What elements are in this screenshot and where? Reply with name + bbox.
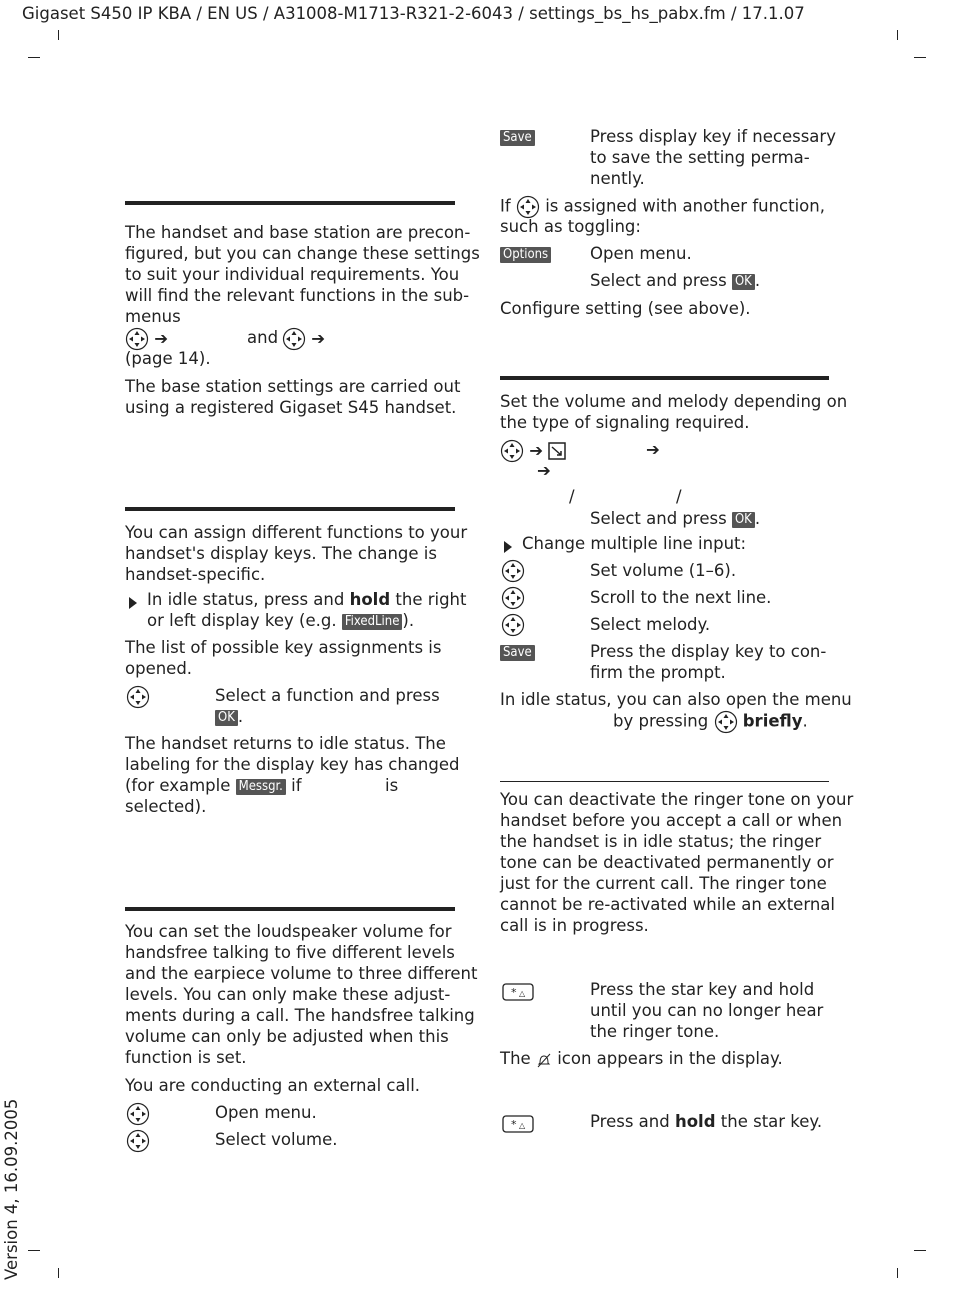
crop-mark [914,57,926,58]
intro-line: menus [125,307,181,326]
star-key-icon [502,981,534,1001]
body-line: You can assign different functions to your [125,523,468,542]
step-text: Select melody. [590,615,711,634]
body-line: If is assigned with another function, [500,195,825,219]
step-text: until you can no longer hear [590,1001,824,1020]
body-line: the handset is in idle status; the ringer [500,832,822,851]
step-text: Select volume. [215,1130,338,1149]
arrow-right-icon: ➔ [154,328,169,348]
crop-mark [58,1268,59,1278]
body-line: handset's display keys. The change is [125,544,437,563]
separator-slash: / [676,487,682,506]
section-rule [125,201,455,205]
control-key-icon [126,1129,150,1153]
display-key-save: Save [500,645,535,661]
step-text: nently. [590,169,645,188]
body-line: is [385,776,399,795]
display-key-ok: OK [732,274,755,290]
version-label: Version 4, 16.09.2005 [2,1098,21,1280]
ringer-off-icon [536,1052,552,1068]
crop-mark [28,1250,40,1251]
display-key-options: Options [500,247,551,263]
body-line: using a registered Gigaset S45 handset. [125,398,457,417]
step-text: Open menu. [215,1103,317,1122]
section-rule [125,907,455,911]
body-line: Set the volume and melody depending on [500,392,848,411]
body-line: You can set the loudspeaker volume for [125,922,452,941]
step-text: Press the star key and hold [590,980,815,999]
menu-path-and: and [247,328,279,347]
section-rule [125,507,455,511]
document-header: Gigaset S450 IP KBA / EN US / A31008-M1713-R321-2-6043 / settings_bs_hs_pabx.fm / 17.1.07 [22,4,805,23]
star-key-icon [502,1113,534,1133]
step-text: Press the display key to con- [590,642,827,661]
control-key-icon [501,586,525,610]
step-key [500,641,535,662]
arrow-right-icon: ➔ [311,328,326,348]
crop-mark [914,1250,926,1251]
body-line: opened. [125,659,193,678]
bullet-line: In idle status, press and hold the right [147,590,467,609]
arrow-right-icon: ➔ [646,440,660,459]
step-text: to save the setting perma- [590,148,810,167]
step-text: Open menu. [590,244,692,263]
control-key-icon [126,1102,150,1126]
body-line: function is set. [125,1048,247,1067]
body-line: labeling for the display key has changed [125,755,460,774]
step-key [500,126,535,147]
bullet-line: or left display key (e.g. FixedLine ). [147,611,415,630]
body-line: volume can only be adjusted when this [125,1027,449,1046]
body-line: The list of possible key assignments is [125,638,442,657]
body-line: cannot be re-activated while an external [500,895,835,914]
control-key-icon [500,439,524,463]
bullet-triangle-icon [129,594,137,613]
menu-path [500,439,566,463]
display-key-ok: OK [732,512,755,528]
body-line: The handset returns to idle status. The [125,734,446,753]
body-line: and the earpiece volume to three different [125,964,478,983]
body-line: The base station settings are carried out [125,377,461,396]
body-line: The icon appears in the display. [500,1049,783,1068]
body-line: the type of signaling required. [500,413,750,432]
step-text: Press and hold the star key. [590,1112,823,1131]
step-key [500,243,551,264]
section-rule [500,781,829,782]
body-line: Configure setting (see above). [500,299,751,318]
audio-settings-icon [548,442,566,460]
body-line: handset before you accept a call or when [500,811,843,830]
display-key-save: Save [500,130,535,146]
body-line: selected). [125,797,207,816]
crop-mark [897,30,898,40]
body-line: ments during a call. The handsfree talking [125,1006,475,1025]
section-rule [500,376,829,380]
body-line: You are conducting an external call. [125,1076,421,1095]
step-text: Select and press OK . [590,271,761,290]
body-line: (for example Messgr. if [125,776,302,795]
step-text: Select and press OK . [590,509,761,528]
intro-line: to suit your individual requirements. You [125,265,460,284]
arrow-right-icon: ➔ [529,440,544,460]
body-line: tone can be deactivated permanently or [500,853,834,872]
body-line: by pressing briefly. [613,710,808,734]
body-line: call is in progress. [500,916,649,935]
step-text: the ringer tone. [590,1022,720,1041]
body-line: such as toggling: [500,217,641,236]
bullet-triangle-icon [504,538,512,557]
body-line: You can deactivate the ringer tone on your [500,790,854,809]
page-reference: (page 14). [125,349,211,368]
crop-mark [58,30,59,40]
bullet-line: Change multiple line input: [522,534,747,553]
step-text: Press display key if necessary [590,127,836,146]
body-line: handsfree talking to five different levels [125,943,455,962]
control-key-icon [126,685,150,709]
body-line: handset-specific. [125,565,266,584]
intro-line: The handset and base station are precon- [125,223,471,242]
control-key-icon [282,327,306,351]
display-key-fixedline: FixedLine [342,614,403,630]
body-line: levels. You can only make these adjust- [125,985,451,1004]
step-text: Scroll to the next line. [590,588,772,607]
crop-mark [897,1268,898,1278]
intro-line: figured, but you can change these settings [125,244,480,263]
step-text: Select a function and press [215,686,440,705]
display-key-ok: OK [215,710,238,726]
control-key-icon [501,559,525,583]
crop-mark [28,57,40,58]
separator-slash: / [569,487,575,506]
body-line: In idle status, you can also open the menu [500,690,852,709]
control-key-icon [501,613,525,637]
step-text: OK . [215,706,243,727]
step-text: Set volume (1–6). [590,561,737,580]
display-key-messgr: Messgr. [236,779,286,795]
arrow-right-icon: ➔ [537,461,551,480]
body-line: just for the current call. The ringer tone [500,874,827,893]
menu-path [282,327,325,351]
step-text: firm the prompt. [590,663,726,682]
control-key-icon [714,710,738,734]
intro-line: will find the relevant functions in the sub- [125,286,470,305]
